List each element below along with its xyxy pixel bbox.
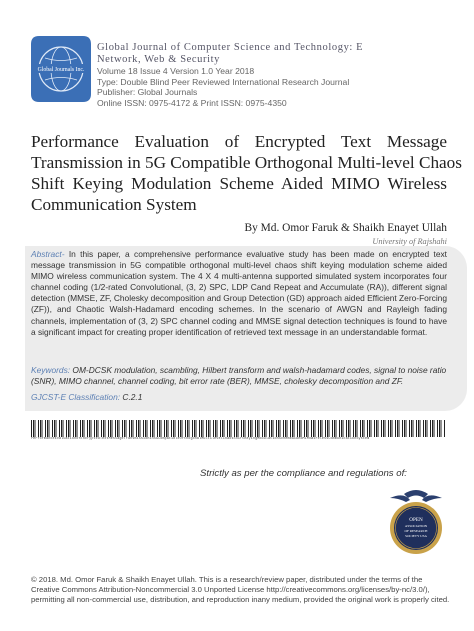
- svg-text:ASSOCIATION: ASSOCIATION: [404, 524, 428, 528]
- journal-publisher: Publisher: Global Journals: [97, 87, 198, 97]
- journal-title-line-2: Network, Web & Security: [97, 54, 220, 65]
- title-line: Transmission in 5G Compatible Orthogonal Multi-level Chaos: [31, 153, 462, 172]
- title-line: Performance Evaluation of Encrypted Text Message: [31, 132, 447, 151]
- global-journals-logo-icon: [31, 36, 91, 102]
- copyright-notice: © 2018. Md. Omor Faruk & Shaikh Enayet Ullah. This is a research/review paper, distributed under the terms of the Creative Commons Attribution-Noncommercial 3.0 Unported License http://creativecommons.org/licenses/by-nc/3.0/), permitting all non-commercial use, distribution, and reproduction inany medium, provided the original work is properly cited.: [31, 575, 450, 605]
- svg-text:OPEN: OPEN: [409, 517, 423, 523]
- svg-text:SOCIETY USA: SOCIETY USA: [405, 534, 427, 538]
- journal-issn: Online ISSN: 0975-4172 & Print ISSN: 0975-4350: [97, 97, 287, 108]
- journal-header: [31, 34, 461, 114]
- barcode: [31, 420, 445, 437]
- classification: [31, 392, 142, 402]
- open-association-seal-icon: [384, 484, 448, 560]
- journal-volume: Volume 18 Issue 4 Version 1.0 Year 2018: [97, 66, 255, 76]
- abstract: [31, 249, 447, 338]
- journal-title-line-1: Global Journal of Computer Science and Technology: E: [97, 42, 364, 53]
- title-line: Shift Keying Modulation Scheme Aided MIMO Wireless: [31, 174, 447, 193]
- keywords: [31, 365, 447, 387]
- journal-type: Type: Double Blind Peer Reviewed International Research Journal: [97, 76, 350, 87]
- title-line: Communication System: [31, 195, 197, 214]
- paper-title: [31, 131, 462, 215]
- classification-value: C.2.1: [120, 392, 143, 402]
- abstract-label: Abstract-: [31, 249, 65, 259]
- paper-authors: By Md. Omor Faruk & Shaikh Enayet Ullah: [244, 222, 447, 234]
- classification-label: GJCST-E Classification:: [31, 392, 121, 402]
- keywords-text: OM-DCSK modulation, scambling, Hilbert transform and walsh-hadamard codes, signal to noise ratio (SNR), MIMO channel, channel coding, bit error rate (BER), MMSE, cholesky decomposition and ZF.: [31, 365, 447, 387]
- keywords-label: Keywords:: [31, 365, 71, 375]
- barcode-caption: PerformanceEvaluationofEncryptedTextMessageTransmissionin5GCompatibleOrthogonalMultilevelChaosShiftKeyingModulationSchemeAidedMIMOWirelessCommunicationSystem: [31, 437, 370, 441]
- svg-text:OF RESEARCH: OF RESEARCH: [404, 529, 428, 533]
- svg-text:Global Journals Inc.: Global Journals Inc.: [37, 67, 85, 73]
- compliance-note: Strictly as per the compliance and regulations of:: [200, 468, 407, 479]
- abstract-text: In this paper, a comprehensive performance evaluative study has been made on encrypted text message transmission in 5G compatible orthogonal multi-level chaos shift keying modulation scheme aided MIMO wireless communication system. The 4 X 4 multi-antenna supported simulated system incorporates four channel coding (1/2-rated Convolutional, (3, 2) SPC, LDP Cand Repeat and Accumulate (RA)), different signal detection (MMSE, ZF, Cholesky decomposition and Group Detection (GD) approach aided Efficient Zero-Forcing (ZF)), and Chaotic Walsh-Hadamard encoding schemes. In the scenario of AWGN and Rayleigh fading channels, implementation of (3, 2) SPC channel coding and MMSE signal detection techniques is found to have a significant impact for creating proper identification of retrieved text message in an understandable format.: [31, 249, 447, 337]
- author-affiliation: University of Rajshahi: [372, 237, 447, 246]
- journal-info: [97, 42, 461, 108]
